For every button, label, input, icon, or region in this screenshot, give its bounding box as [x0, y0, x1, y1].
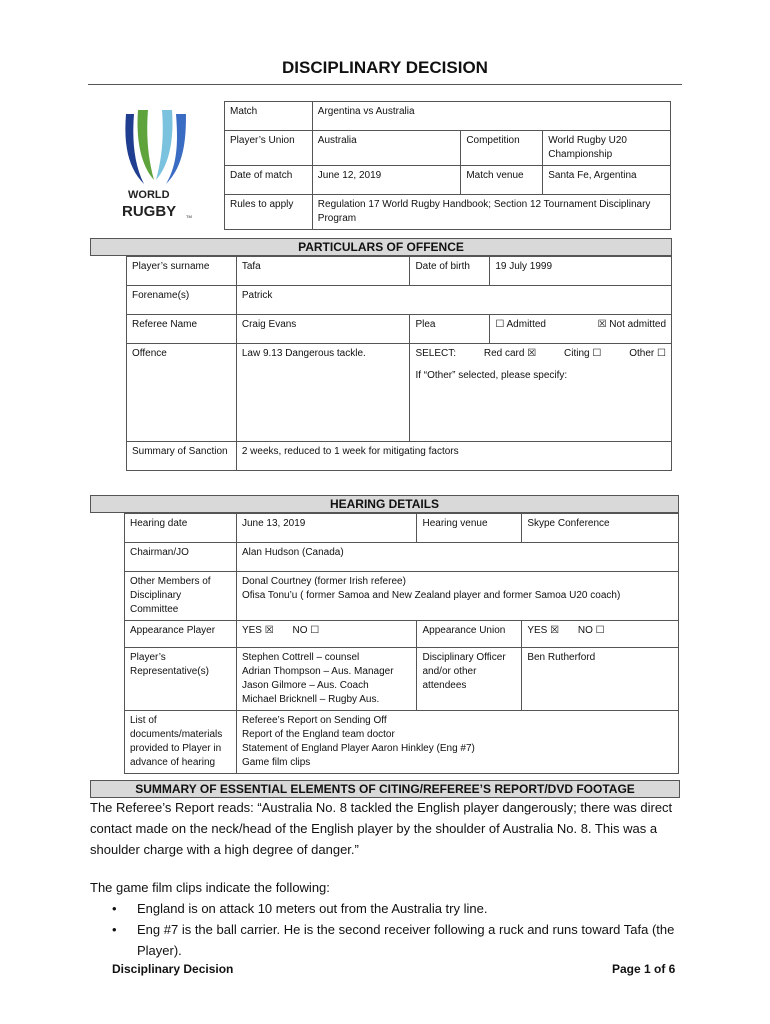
referee-value: Craig Evans [236, 315, 410, 344]
summary-bullets [90, 898, 690, 961]
rules-label: Rules to apply [225, 195, 313, 230]
union-value: Australia [312, 131, 461, 166]
competition-label: Competition [461, 131, 543, 166]
summary-bullet: • England is on attack 10 meters out from the Australia try line. [90, 898, 690, 919]
rep-line: Adrian Thompson – Aus. Manager [241, 666, 394, 677]
appearance-union-label: Appearance Union [417, 621, 522, 648]
member-1: Donal Courtney (former Irish referee) [241, 576, 406, 587]
union-label: Player’s Union [225, 131, 313, 166]
union-yes-checkbox[interactable]: YES ☒ [527, 625, 560, 636]
dob-value: 19 July 1999 [490, 257, 672, 286]
docs-value [236, 711, 678, 774]
title-divider [88, 84, 682, 85]
red-card-checkbox[interactable]: Red card ☒ [483, 348, 537, 359]
document-title: DISCIPLINARY DECISION [282, 58, 488, 77]
offence-heading: PARTICULARS OF OFFENCE [90, 238, 672, 256]
sanction-label: Summary of Sanction [127, 442, 237, 471]
officer-value: Ben Rutherford [522, 648, 679, 711]
citing-checkbox[interactable]: Citing ☐ [564, 348, 602, 359]
logo-word-1: WORLD [128, 189, 170, 201]
members-label: Other Members of Disciplinary Committee [125, 572, 237, 621]
rep-value [236, 648, 417, 711]
surname-value: Tafa [236, 257, 410, 286]
docs-label: List of documents/materials provided to Player in advance of hearing [125, 711, 237, 774]
competition-value: World Rugby U20 Championship [543, 131, 671, 166]
date-label: Date of match [225, 166, 313, 195]
doc-item: Report of the England team doctor [241, 729, 395, 740]
venue-value: Santa Fe, Argentina [543, 166, 671, 195]
rep-line: Stephen Cottrell – counsel [241, 652, 360, 663]
offence-label: Offence [127, 344, 237, 442]
summary-bullet: • Eng #7 is the ball carrier. He is the second receiver following a ruck and runs toward Tafa (the Player). [90, 919, 690, 961]
members-value [236, 572, 678, 621]
officer-label: Disciplinary Officer and/or other attendees [417, 648, 522, 711]
summary-heading: SUMMARY OF ESSENTIAL ELEMENTS OF CITING/REFEREE’S REPORT/DVD FOOTAGE [90, 780, 680, 798]
offence-select-cell [410, 344, 672, 442]
match-label: Match [225, 102, 313, 131]
plea-options [490, 315, 672, 344]
page-number: Page 1 of 6 [612, 962, 676, 976]
offence-table [126, 256, 672, 471]
hearing-date-label: Hearing date [125, 514, 237, 543]
member-2: Ofisa Tonu’u ( former Samoa and New Zealand player and former Samoa U20 coach) [241, 590, 621, 601]
logo-word-2: RUGBY [122, 203, 177, 220]
rules-value: Regulation 17 World Rugby Handbook; Section 12 Tournament Disciplinary Program [312, 195, 670, 230]
doc-item: Statement of England Player Aaron Hinkley (Eng #7) [241, 743, 475, 754]
other-checkbox[interactable]: Other ☐ [629, 348, 666, 359]
rep-line: Jason Gilmore – Aus. Coach [241, 680, 369, 691]
date-value: June 12, 2019 [312, 166, 461, 195]
sanction-value: 2 weeks, reduced to 1 week for mitigating factors [236, 442, 671, 471]
referee-label: Referee Name [127, 315, 237, 344]
player-yes-checkbox[interactable]: YES ☒ [241, 625, 274, 636]
hearing-heading: HEARING DETAILS [90, 495, 679, 513]
doc-item: Referee’s Report on Sending Off [241, 715, 387, 726]
summary-referee-report: The Referee’s Report reads: “Australia No. 8 tackled the English player dangerously; there was direct contact made on the neck/head of the English player by the shoulder of Australia No. 8. This was a shoulder charge with a high degree of danger.” [90, 800, 673, 857]
hearing-venue-value: Skype Conference [522, 514, 679, 543]
surname-label: Player’s surname [127, 257, 237, 286]
forename-label: Forename(s) [127, 286, 237, 315]
union-no-checkbox[interactable]: NO ☐ [577, 625, 605, 636]
plea-label: Plea [410, 315, 490, 344]
match-value: Argentina vs Australia [312, 102, 670, 131]
doc-item: Game film clips [241, 757, 311, 768]
appearance-player-label: Appearance Player [125, 621, 237, 648]
appearance-player-options [236, 621, 417, 648]
other-specify: If “Other” selected, please specify: [415, 370, 568, 381]
dob-label: Date of birth [410, 257, 490, 286]
chair-value: Alan Hudson (Canada) [236, 543, 678, 572]
chair-label: Chairman/JO [125, 543, 237, 572]
appearance-union-options [522, 621, 679, 648]
rep-label: Player’s Representative(s) [125, 648, 237, 711]
venue-label: Match venue [461, 166, 543, 195]
logo-tm: TM [186, 214, 192, 219]
footer-title: Disciplinary Decision [112, 962, 234, 976]
forename-value: Patrick [236, 286, 671, 315]
hearing-venue-label: Hearing venue [417, 514, 522, 543]
player-no-checkbox[interactable]: NO ☐ [292, 625, 320, 636]
rep-line: Michael Bricknell – Rugby Aus. [241, 694, 380, 705]
match-info-table [224, 101, 671, 230]
select-label: SELECT: [415, 348, 457, 359]
summary-film-intro: The game film clips indicate the following: [90, 880, 330, 895]
hearing-date-value: June 13, 2019 [236, 514, 417, 543]
world-rugby-logo [116, 100, 196, 220]
hearing-table [124, 513, 679, 774]
plea-not-admitted[interactable]: ☒ Not admitted [597, 319, 666, 330]
plea-admitted[interactable]: ☐ Admitted [495, 319, 546, 330]
offence-value: Law 9.13 Dangerous tackle. [236, 344, 410, 442]
